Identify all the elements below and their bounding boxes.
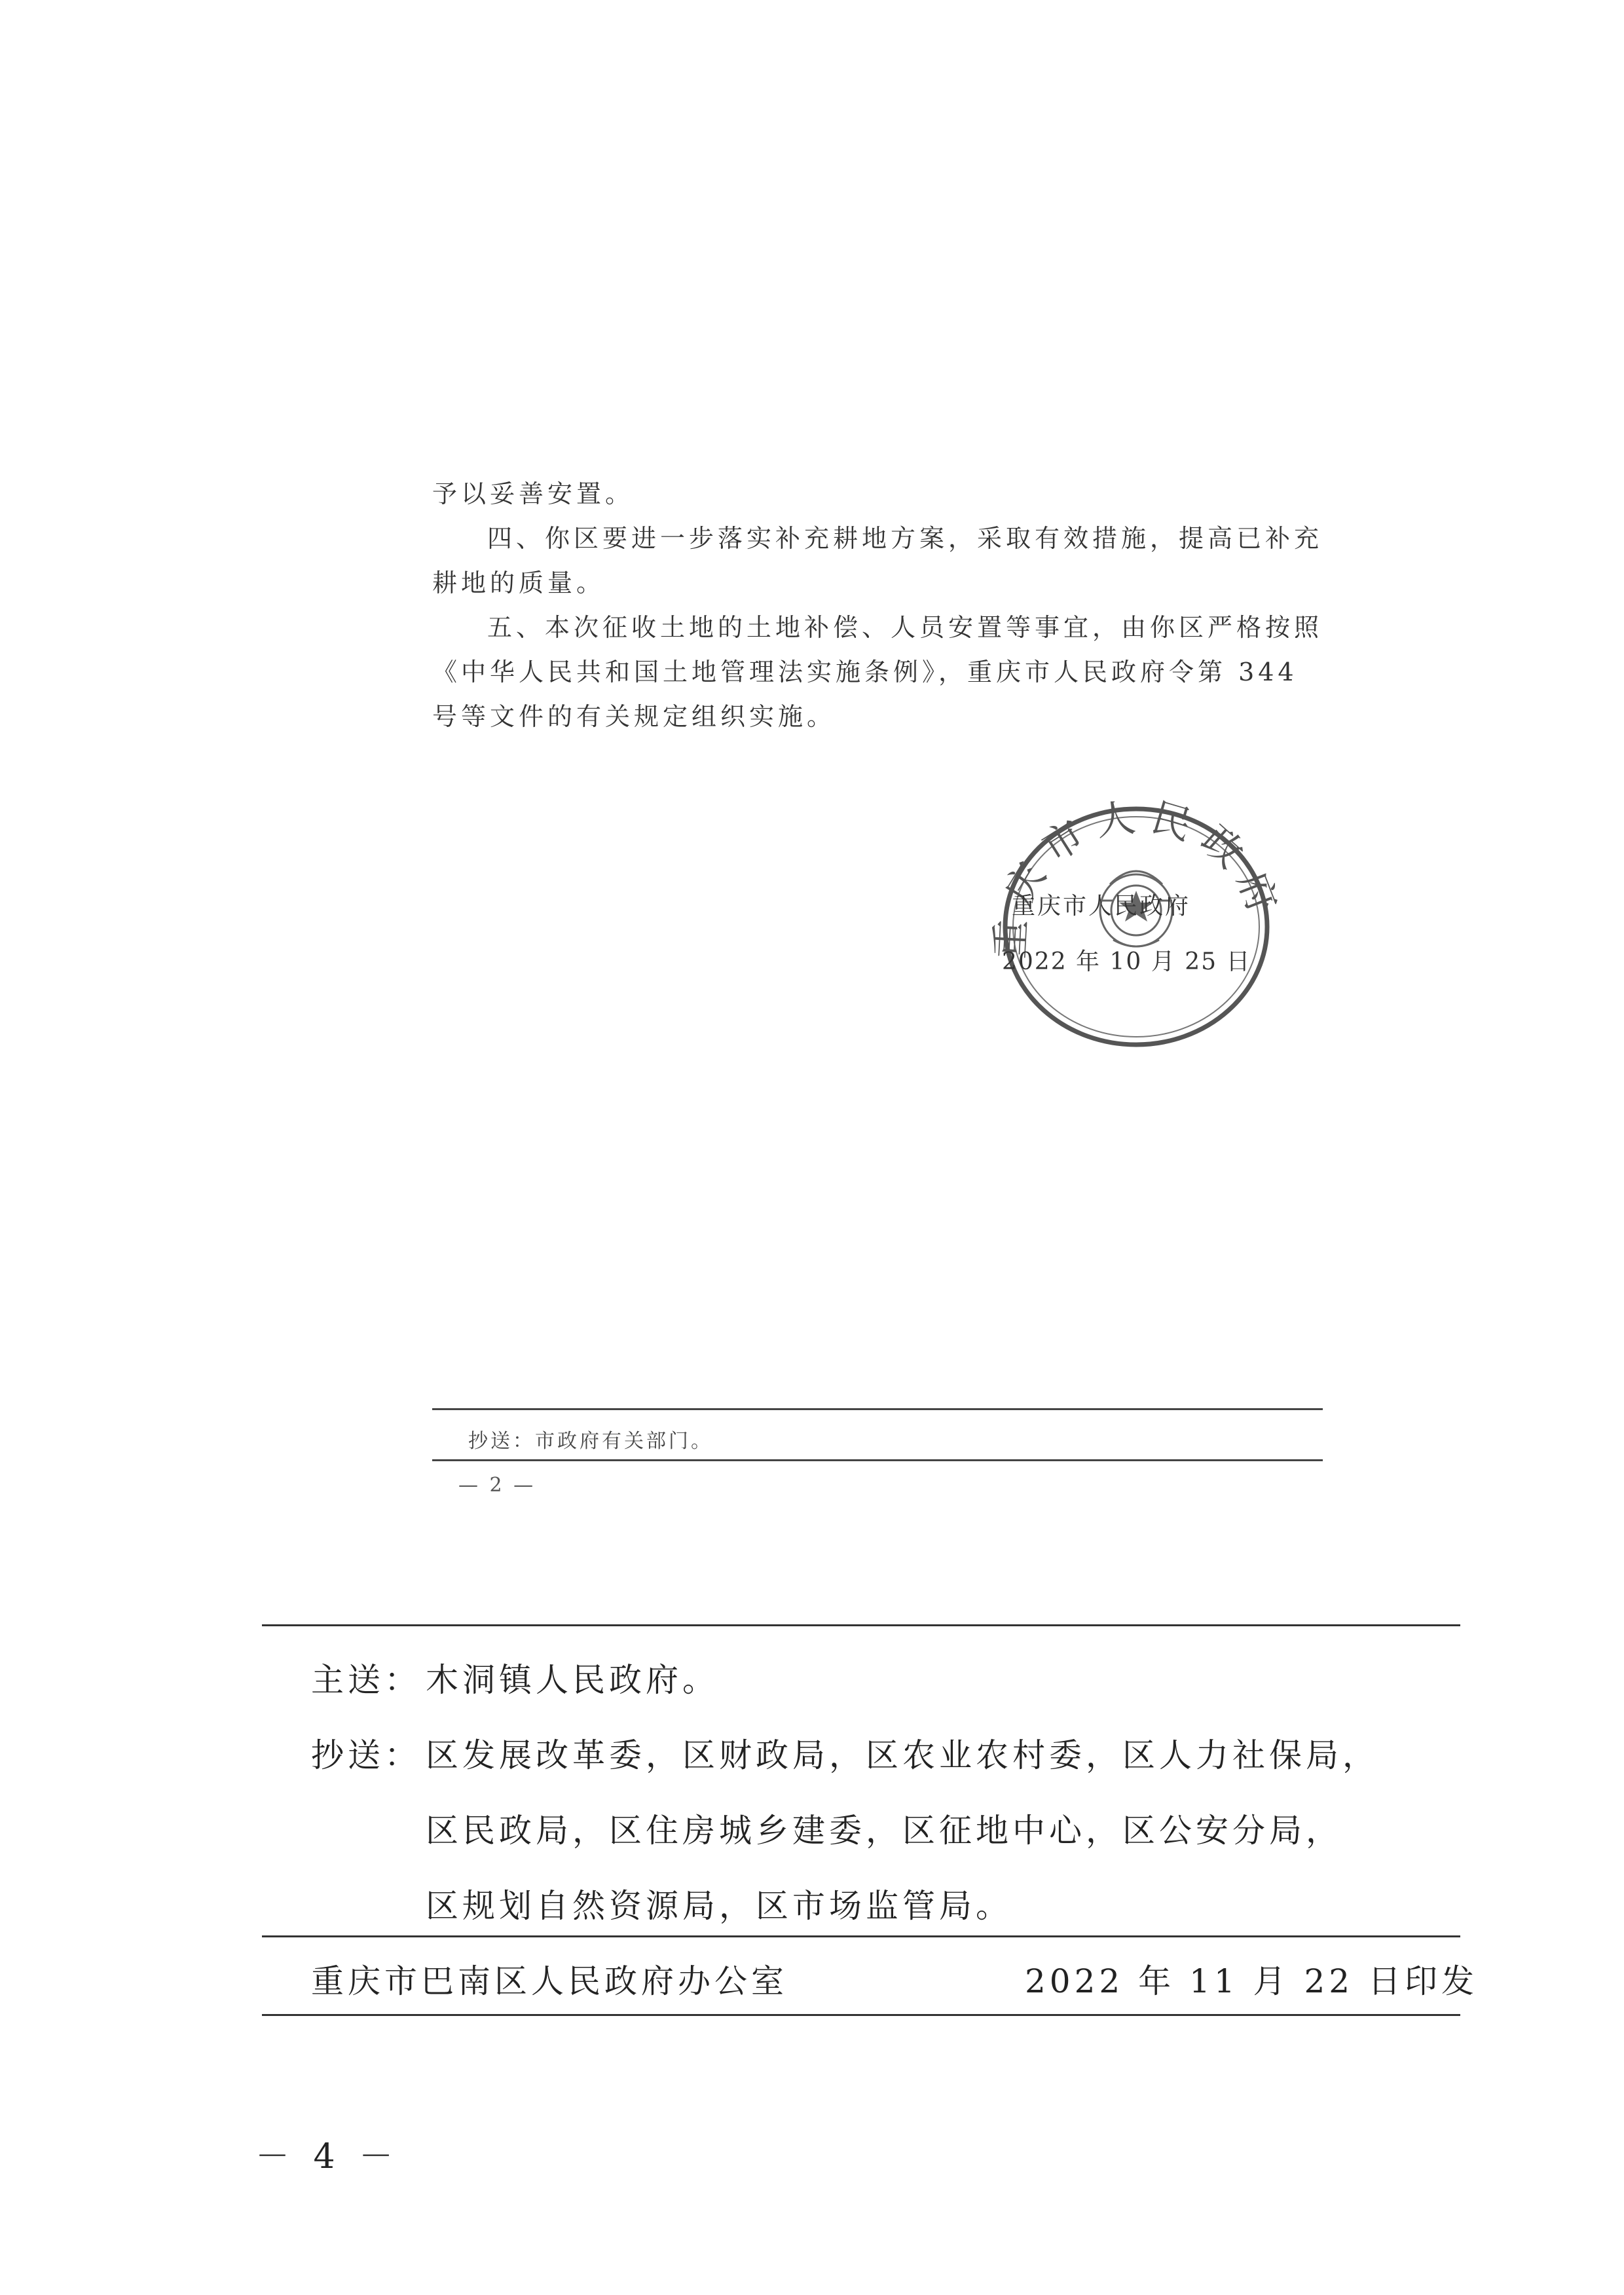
distribution-divider-top (262, 1624, 1460, 1626)
embedded-cc-line: 抄送：市政府有关部门。 (468, 1430, 713, 1453)
imprint-divider-top (262, 1935, 1460, 1937)
imprint-date: 2022 年 11 月 22 日印发 (1025, 1962, 1478, 2000)
embedded-page-number: — 2 — (458, 1474, 536, 1497)
imprint-office: 重庆市巴南区人民政府办公室 (311, 1962, 788, 2000)
cc-line-1: 区发展改革委，区财政局，区农业农村委，区人力社保局， (426, 1736, 1379, 1774)
seal-issuer: 重庆市人民政府 (1012, 893, 1191, 920)
cc-label: 抄送： (311, 1736, 421, 1774)
embedded-divider-top (432, 1408, 1323, 1410)
cc-line-3: 区规划自然资源局，区市场监管局。 (426, 1887, 1012, 1925)
page-number: － 4 － (255, 2137, 400, 2176)
seal-date: 2022 年 10 月 25 日 (1002, 948, 1251, 975)
paragraph-3: 五、本次征收土地的土地补偿、人员安置等事宜，由你区严格按照《中华人民共和国土地管理法实施条例》，重庆市人民政府令第 344 号等文件的有关规定组织实施。 (432, 613, 1323, 731)
cc-row-1 (311, 1729, 1379, 1776)
imprint-divider-bottom (262, 2014, 1460, 2016)
seal-ring-text: 重庆市人民政府 (987, 793, 1290, 960)
embedded-page-body (432, 472, 1323, 739)
paragraph-2: 四、你区要进一步落实补充耕地方案，采取有效措施，提高已补充耕地的质量。 (432, 524, 1323, 597)
cc-line-2: 区民政局，区住房城乡建委，区征地中心，区公安分局， (426, 1812, 1342, 1850)
main-recipient-label: 主送： (311, 1661, 421, 1699)
embedded-divider-bottom (432, 1459, 1323, 1461)
paragraph-1: 予以妥善安置。 (432, 479, 635, 508)
main-recipient-value: 木洞镇人民政府。 (426, 1661, 719, 1699)
main-recipient-row (311, 1654, 719, 1701)
